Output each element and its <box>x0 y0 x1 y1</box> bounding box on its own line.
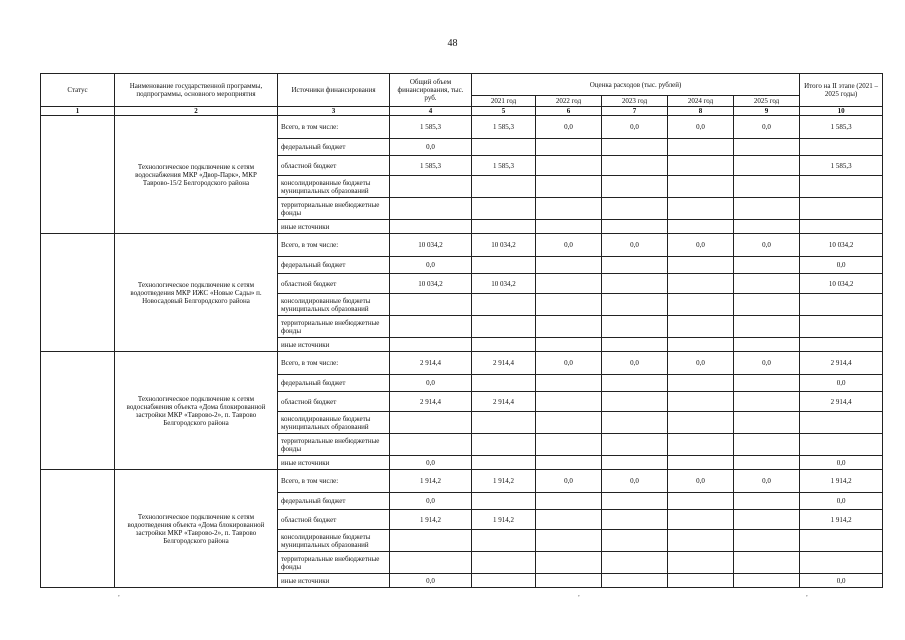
amount-y2022 <box>536 456 602 470</box>
amount-y2022 <box>536 176 602 198</box>
funding-source: федеральный бюджет <box>278 375 390 392</box>
amount-y2022 <box>536 220 602 234</box>
amount-y2021 <box>472 294 536 316</box>
amount-total <box>390 412 472 434</box>
amount-y2024 <box>668 198 734 220</box>
amount-y2025 <box>734 176 800 198</box>
table-row <box>41 470 883 493</box>
amount-stage <box>800 316 883 338</box>
funding-source: территориальные внебюджетные фонды <box>278 552 390 574</box>
amount-y2021: 1 585,3 <box>472 156 536 176</box>
amount-y2024 <box>668 156 734 176</box>
amount-total: 0,0 <box>390 375 472 392</box>
amount-total <box>390 530 472 552</box>
header-year: 2024 год <box>668 96 734 107</box>
funding-source: областной бюджет <box>278 392 390 412</box>
amount-y2025: 0,0 <box>734 352 800 375</box>
amount-y2023 <box>602 176 668 198</box>
amount-y2022 <box>536 139 602 156</box>
amount-y2024 <box>668 574 734 588</box>
amount-y2022: 0,0 <box>536 470 602 493</box>
amount-y2024: 0,0 <box>668 234 734 257</box>
amount-y2022 <box>536 257 602 274</box>
amount-stage: 0,0 <box>800 493 883 510</box>
amount-y2024 <box>668 456 734 470</box>
header-sources: Источники финансирования <box>278 74 390 107</box>
funding-source: Всего, в том числе: <box>278 234 390 257</box>
amount-y2023 <box>602 530 668 552</box>
amount-stage: 1 585,3 <box>800 116 883 139</box>
funding-source: иные источники <box>278 338 390 352</box>
amount-y2023 <box>602 375 668 392</box>
amount-y2023 <box>602 412 668 434</box>
amount-y2024 <box>668 434 734 456</box>
program-name: Технологическое подключение к сетям водоснабжения объекта «Дома блокированной застройки МКР «Таврово-2», п. Таврово Белгородского района <box>115 352 278 470</box>
amount-y2021 <box>472 412 536 434</box>
funding-source: областной бюджет <box>278 274 390 294</box>
funding-source: консолидированные бюджеты муниципальных образований <box>278 530 390 552</box>
amount-y2021 <box>472 574 536 588</box>
amount-y2022 <box>536 552 602 574</box>
funding-source: иные источники <box>278 220 390 234</box>
amount-stage: 1 914,2 <box>800 470 883 493</box>
amount-stage <box>800 198 883 220</box>
program-name: Технологическое подключение к сетям водоотведения МКР ИЖС «Новые Сады» п. Новосадовый Белгородского района <box>115 234 278 352</box>
column-number: 4 <box>390 107 472 116</box>
status-cell <box>41 352 115 470</box>
funding-source: консолидированные бюджеты муниципальных образований <box>278 294 390 316</box>
amount-y2024 <box>668 338 734 352</box>
scan-artifact: , <box>578 590 580 598</box>
amount-y2024 <box>668 176 734 198</box>
amount-total: 0,0 <box>390 456 472 470</box>
amount-y2022 <box>536 198 602 220</box>
amount-y2025 <box>734 198 800 220</box>
amount-y2022 <box>536 274 602 294</box>
amount-total: 2 914,4 <box>390 352 472 375</box>
header-program: Наименование государственной программы, подпрограммы, основного мероприятия <box>115 74 278 107</box>
amount-y2022 <box>536 510 602 530</box>
amount-y2025 <box>734 412 800 434</box>
amount-stage <box>800 139 883 156</box>
table-row <box>41 352 883 375</box>
amount-stage <box>800 338 883 352</box>
column-number: 1 <box>41 107 115 116</box>
amount-stage: 10 034,2 <box>800 234 883 257</box>
amount-y2022: 0,0 <box>536 116 602 139</box>
amount-y2025 <box>734 220 800 234</box>
amount-y2021 <box>472 316 536 338</box>
amount-y2023 <box>602 456 668 470</box>
amount-stage: 0,0 <box>800 574 883 588</box>
status-cell <box>41 234 115 352</box>
amount-y2024 <box>668 412 734 434</box>
amount-y2024 <box>668 139 734 156</box>
amount-y2023 <box>602 552 668 574</box>
amount-y2023 <box>602 294 668 316</box>
amount-y2025 <box>734 274 800 294</box>
amount-y2024 <box>668 510 734 530</box>
amount-y2021: 2 914,4 <box>472 392 536 412</box>
amount-y2022 <box>536 434 602 456</box>
amount-y2023 <box>602 274 668 294</box>
amount-y2023: 0,0 <box>602 234 668 257</box>
header-year: 2022 год <box>536 96 602 107</box>
amount-y2021 <box>472 375 536 392</box>
amount-y2021 <box>472 198 536 220</box>
amount-y2025 <box>734 552 800 574</box>
amount-y2021: 1 914,2 <box>472 510 536 530</box>
amount-y2021: 10 034,2 <box>472 274 536 294</box>
amount-y2025 <box>734 434 800 456</box>
amount-total: 10 034,2 <box>390 274 472 294</box>
amount-stage: 1 585,3 <box>800 156 883 176</box>
amount-total <box>390 316 472 338</box>
amount-total <box>390 294 472 316</box>
amount-y2022 <box>536 294 602 316</box>
amount-y2025: 0,0 <box>734 234 800 257</box>
amount-y2021 <box>472 493 536 510</box>
program-name: Технологическое подключение к сетям водоотведения объекта «Дома блокированной застройки МКР «Таврово-2», п. Таврово Белгородского района <box>115 470 278 588</box>
funding-source: консолидированные бюджеты муниципальных образований <box>278 412 390 434</box>
amount-y2025 <box>734 574 800 588</box>
amount-total <box>390 176 472 198</box>
amount-total: 1 914,2 <box>390 470 472 493</box>
status-cell <box>41 116 115 234</box>
amount-stage: 1 914,2 <box>800 510 883 530</box>
amount-stage: 0,0 <box>800 456 883 470</box>
column-number: 2 <box>115 107 278 116</box>
amount-y2023 <box>602 392 668 412</box>
funding-source: Всего, в том числе: <box>278 116 390 139</box>
funding-source: территориальные внебюджетные фонды <box>278 316 390 338</box>
column-number: 10 <box>800 107 883 116</box>
amount-y2025 <box>734 456 800 470</box>
column-number: 6 <box>536 107 602 116</box>
amount-stage <box>800 412 883 434</box>
amount-stage: 0,0 <box>800 257 883 274</box>
amount-y2023 <box>602 574 668 588</box>
column-number: 8 <box>668 107 734 116</box>
amount-y2021 <box>472 257 536 274</box>
amount-y2025 <box>734 338 800 352</box>
amount-y2024 <box>668 530 734 552</box>
funding-source: территориальные внебюджетные фонды <box>278 198 390 220</box>
amount-y2024: 0,0 <box>668 470 734 493</box>
amount-total <box>390 220 472 234</box>
header-year: 2023 год <box>602 96 668 107</box>
amount-total: 1 914,2 <box>390 510 472 530</box>
amount-y2021: 2 914,4 <box>472 352 536 375</box>
amount-stage <box>800 434 883 456</box>
scan-artifact: , <box>118 590 120 598</box>
amount-y2021 <box>472 139 536 156</box>
amount-stage <box>800 294 883 316</box>
header-year: 2021 год <box>472 96 536 107</box>
amount-y2025 <box>734 375 800 392</box>
amount-y2024 <box>668 552 734 574</box>
amount-y2025 <box>734 530 800 552</box>
amount-stage <box>800 552 883 574</box>
amount-y2021: 10 034,2 <box>472 234 536 257</box>
amount-y2022 <box>536 156 602 176</box>
amount-stage: 10 034,2 <box>800 274 883 294</box>
funding-source: иные источники <box>278 456 390 470</box>
amount-stage: 0,0 <box>800 375 883 392</box>
amount-y2023 <box>602 220 668 234</box>
amount-y2023 <box>602 493 668 510</box>
amount-total: 0,0 <box>390 257 472 274</box>
header-estimate: Оценка расходов (тыс. рублей) <box>472 74 800 96</box>
amount-y2021 <box>472 220 536 234</box>
amount-y2021 <box>472 176 536 198</box>
amount-total <box>390 552 472 574</box>
amount-y2023: 0,0 <box>602 352 668 375</box>
funding-source: иные источники <box>278 574 390 588</box>
amount-y2024: 0,0 <box>668 352 734 375</box>
column-number: 9 <box>734 107 800 116</box>
amount-y2025 <box>734 139 800 156</box>
amount-y2023: 0,0 <box>602 470 668 493</box>
amount-stage: 2 914,4 <box>800 352 883 375</box>
amount-y2022 <box>536 574 602 588</box>
amount-y2022 <box>536 316 602 338</box>
amount-y2023 <box>602 316 668 338</box>
amount-y2025 <box>734 392 800 412</box>
amount-y2024 <box>668 257 734 274</box>
amount-total <box>390 434 472 456</box>
program-name: Технологическое подключение к сетям водоснабжения МКР «Двор-Парк», МКР Таврово-15/2 Белгородского района <box>115 116 278 234</box>
amount-total <box>390 198 472 220</box>
funding-source: территориальные внебюджетные фонды <box>278 434 390 456</box>
status-cell <box>41 470 115 588</box>
page-number: 48 <box>447 38 458 49</box>
amount-y2022 <box>536 530 602 552</box>
amount-total: 1 585,3 <box>390 156 472 176</box>
amount-y2023 <box>602 510 668 530</box>
amount-y2023 <box>602 156 668 176</box>
amount-y2022 <box>536 392 602 412</box>
amount-y2024 <box>668 392 734 412</box>
amount-total: 10 034,2 <box>390 234 472 257</box>
amount-y2022 <box>536 493 602 510</box>
amount-total: 2 914,4 <box>390 392 472 412</box>
amount-y2025 <box>734 510 800 530</box>
funding-source: федеральный бюджет <box>278 257 390 274</box>
amount-y2023: 0,0 <box>602 116 668 139</box>
amount-y2024 <box>668 493 734 510</box>
amount-y2022: 0,0 <box>536 234 602 257</box>
header-status: Статус <box>41 74 115 107</box>
amount-y2021 <box>472 552 536 574</box>
amount-y2023 <box>602 434 668 456</box>
amount-y2021 <box>472 434 536 456</box>
amount-y2024 <box>668 220 734 234</box>
amount-y2023 <box>602 139 668 156</box>
amount-y2023 <box>602 338 668 352</box>
amount-y2025 <box>734 257 800 274</box>
amount-total: 0,0 <box>390 139 472 156</box>
column-number: 5 <box>472 107 536 116</box>
column-number: 7 <box>602 107 668 116</box>
amount-y2024 <box>668 274 734 294</box>
amount-stage: 2 914,4 <box>800 392 883 412</box>
amount-stage <box>800 220 883 234</box>
amount-y2025 <box>734 156 800 176</box>
table-row <box>41 234 883 257</box>
amount-y2024 <box>668 294 734 316</box>
amount-y2021 <box>472 338 536 352</box>
amount-total <box>390 338 472 352</box>
funding-source: консолидированные бюджеты муниципальных образований <box>278 176 390 198</box>
amount-y2021: 1 585,3 <box>472 116 536 139</box>
amount-y2025: 0,0 <box>734 116 800 139</box>
amount-total: 1 585,3 <box>390 116 472 139</box>
amount-total: 0,0 <box>390 574 472 588</box>
amount-y2024 <box>668 375 734 392</box>
scan-artifact: , <box>806 590 808 598</box>
amount-y2021 <box>472 456 536 470</box>
amount-y2022 <box>536 338 602 352</box>
table-row <box>41 116 883 139</box>
header-year: 2025 год <box>734 96 800 107</box>
amount-y2025 <box>734 493 800 510</box>
amount-y2025: 0,0 <box>734 470 800 493</box>
amount-stage <box>800 530 883 552</box>
funding-source: Всего, в том числе: <box>278 470 390 493</box>
amount-stage <box>800 176 883 198</box>
amount-y2024 <box>668 316 734 338</box>
amount-y2021 <box>472 530 536 552</box>
amount-total: 0,0 <box>390 493 472 510</box>
amount-y2022 <box>536 375 602 392</box>
column-number: 3 <box>278 107 390 116</box>
amount-y2022: 0,0 <box>536 352 602 375</box>
column-number-row <box>41 107 883 116</box>
header-total: Общий объем финансирования, тыс. руб. <box>390 74 472 107</box>
amount-y2021: 1 914,2 <box>472 470 536 493</box>
header-stage-total: Итого на II этапе (2021 – 2025 годы) <box>800 74 883 107</box>
funding-source: Всего, в том числе: <box>278 352 390 375</box>
amount-y2025 <box>734 316 800 338</box>
funding-source: федеральный бюджет <box>278 493 390 510</box>
funding-source: федеральный бюджет <box>278 139 390 156</box>
funding-source: областной бюджет <box>278 510 390 530</box>
amount-y2023 <box>602 257 668 274</box>
budget-table <box>40 73 883 588</box>
amount-y2022 <box>536 412 602 434</box>
funding-source: областной бюджет <box>278 156 390 176</box>
amount-y2025 <box>734 294 800 316</box>
amount-y2023 <box>602 198 668 220</box>
amount-y2024: 0,0 <box>668 116 734 139</box>
